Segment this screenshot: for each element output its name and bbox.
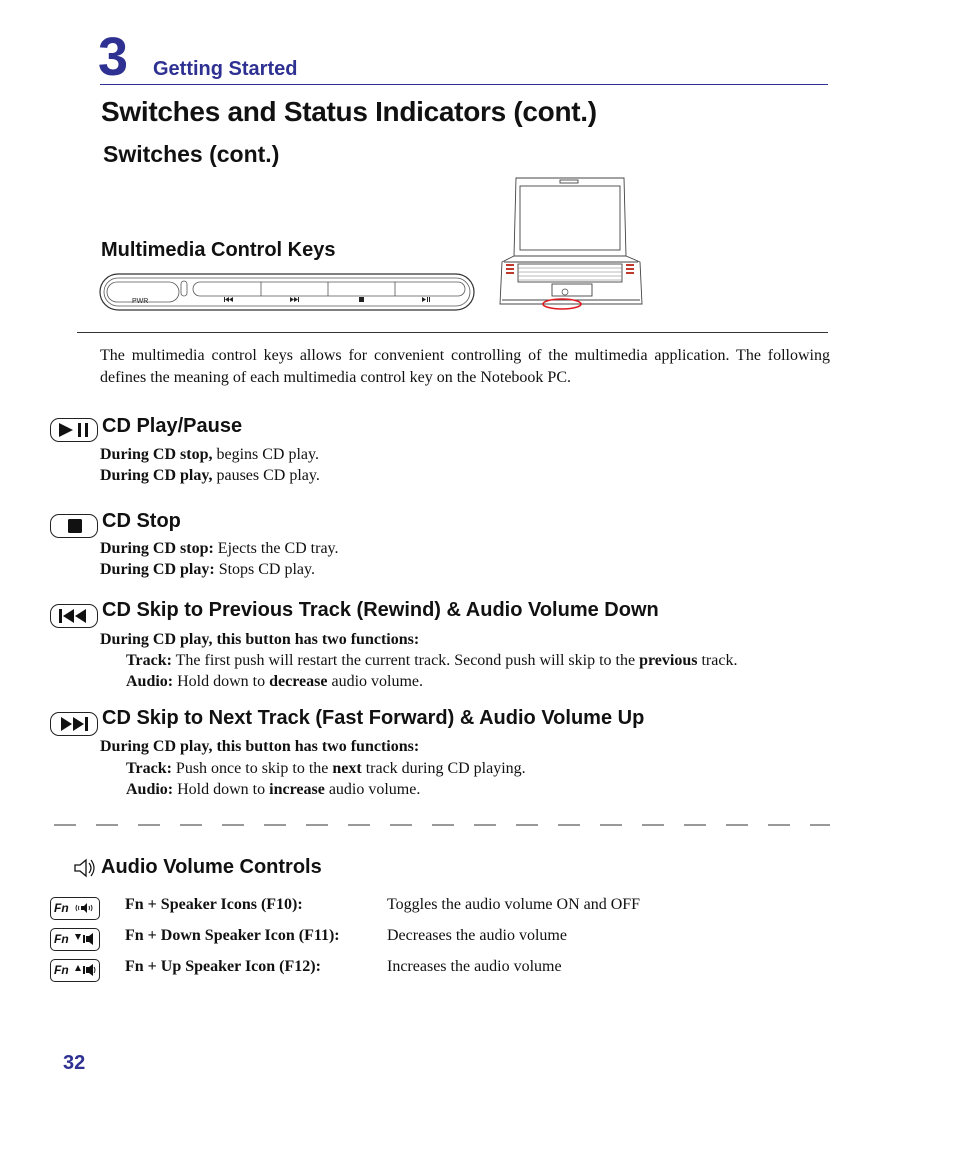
- chapter-divider: [100, 84, 828, 85]
- stop-title: CD Stop: [102, 510, 181, 532]
- section-divider: [77, 332, 828, 333]
- next-key-icon: [50, 712, 98, 736]
- multimedia-keys-illustration: [99, 272, 477, 314]
- fast-forward-icon: [51, 713, 97, 735]
- play-pause-key-icon: [50, 418, 98, 442]
- pwr-label: PWR: [132, 298, 149, 305]
- fn-label: Fn: [54, 963, 69, 977]
- intro-paragraph: The multimedia control keys allows for convenient controlling of the multimedia application. The following defines the meaning of each multimedia control key on the Notebook PC.: [100, 347, 830, 386]
- audio-row-key: Fn + Down Speaker Icon (F11):: [125, 927, 340, 944]
- fn-f12-key: [50, 959, 100, 982]
- stop-icon: [51, 515, 97, 537]
- fn-label: Fn: [54, 932, 69, 946]
- section-title: Switches (cont.): [103, 141, 280, 167]
- audio-row-key: Fn + Speaker Icons (F10):: [125, 896, 303, 913]
- audio-row-desc: Increases the audio volume: [387, 958, 562, 975]
- prev-audio: Audio: Hold down to decrease audio volume.: [126, 673, 424, 690]
- audio-row-desc: Decreases the audio volume: [387, 927, 567, 944]
- next-title: CD Skip to Next Track (Fast Forward) & Audio Volume Up: [102, 707, 645, 729]
- volume-down-icon: [75, 932, 97, 946]
- prev-title: CD Skip to Previous Track (Rewind) & Audio Volume Down: [102, 599, 659, 621]
- fn-label: Fn: [54, 901, 69, 915]
- next-audio: Audio: Hold down to increase audio volume.: [126, 781, 421, 798]
- next-intro: During CD play, this button has two functions:: [100, 738, 420, 755]
- stop-desc: During CD stop: Ejects the CD tray. During CD play: Stops CD play.: [100, 540, 339, 578]
- multimedia-title: Multimedia Control Keys: [101, 239, 336, 261]
- fn-f11-key: [50, 928, 100, 951]
- play-pause-icon: [51, 419, 97, 441]
- laptop-illustration: [498, 176, 646, 312]
- speaker-icon: [73, 857, 97, 879]
- prev-track: Track: The first push will restart the current track. Second push will skip to the previous track.: [126, 652, 738, 669]
- stop-key-icon: [50, 514, 98, 538]
- volume-up-icon: [75, 963, 97, 977]
- chapter-number: 3: [98, 27, 129, 87]
- prev-key-icon: [50, 604, 98, 628]
- audio-row-key: Fn + Up Speaker Icon (F12):: [125, 958, 321, 975]
- fn-f10-key: [50, 897, 100, 920]
- audio-title: Audio Volume Controls: [101, 856, 322, 878]
- play-pause-title: CD Play/Pause: [102, 415, 243, 437]
- rewind-icon: [51, 605, 97, 627]
- next-track: Track: Push once to skip to the next track during CD playing.: [126, 760, 526, 777]
- prev-intro: During CD play, this button has two functions:: [100, 631, 420, 648]
- audio-row-desc: Toggles the audio volume ON and OFF: [387, 896, 641, 913]
- page-number: 32: [63, 1052, 86, 1074]
- speaker-toggle-icon: [75, 901, 97, 915]
- chapter-title: Getting Started: [153, 58, 298, 80]
- dashed-divider: [54, 824, 830, 826]
- page-title: Switches and Status Indicators (cont.): [101, 96, 597, 127]
- play-pause-desc: During CD stop, begins CD play. During CD play, pauses CD play.: [100, 446, 320, 484]
